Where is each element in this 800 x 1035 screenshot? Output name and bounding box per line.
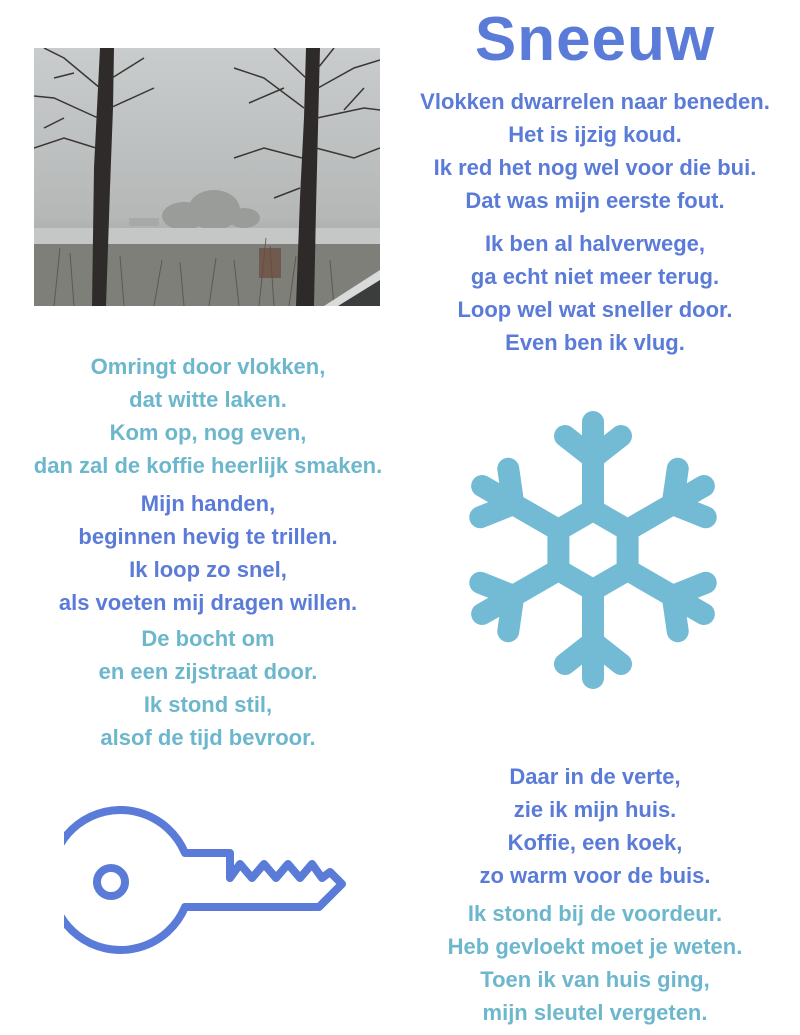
- poem-line: Omringt door vlokken,: [90, 354, 326, 379]
- stanza-1: [390, 85, 800, 217]
- poem-line: Loop wel wat sneller door.: [457, 297, 733, 322]
- poem-line: De bocht om: [141, 626, 275, 651]
- stanza-6: [390, 760, 800, 892]
- poem-line: Ik stond stil,: [143, 692, 273, 717]
- poem-line: Daar in de verte,: [509, 764, 681, 789]
- poem-line: Even ben ik vlug.: [505, 330, 685, 355]
- poem-line: dan zal de koffie heerlijk smaken.: [33, 453, 383, 478]
- stanza-7: [390, 897, 800, 1029]
- poem-line: zo warm voor de buis.: [479, 863, 711, 888]
- poem-line: als voeten mij dragen willen.: [58, 590, 358, 615]
- stanza-3: [0, 350, 416, 482]
- poem-line: Vlokken dwarrelen naar beneden.: [420, 89, 770, 114]
- poem-line: beginnen hevig te trillen.: [78, 524, 338, 549]
- poem-line: Koffie, een koek,: [507, 830, 683, 855]
- poem-line: en een zijstraat door.: [98, 659, 318, 684]
- stanza-4: [0, 487, 416, 619]
- poem-line: alsof de tijd bevroor.: [100, 725, 316, 750]
- stanza-5: [0, 622, 416, 754]
- poem-line: Het is ijzig koud.: [508, 122, 682, 147]
- poem-line: Ik stond bij de voordeur.: [467, 901, 723, 926]
- poem-line: Ik ben al halverwege,: [484, 231, 706, 256]
- stanza-2: [390, 227, 800, 359]
- poem-line: Ik loop zo snel,: [129, 557, 287, 582]
- poem-line: Kom op, nog even,: [109, 420, 307, 445]
- poem-line: Mijn handen,: [140, 491, 276, 516]
- poem-line: mijn sleutel vergeten.: [482, 1000, 708, 1025]
- winter-landscape-photo: [34, 48, 380, 306]
- poem-line: ga echt niet meer terug.: [470, 264, 720, 289]
- snowflake-icon: [464, 405, 722, 695]
- poem-line: Toen ik van huis ging,: [480, 967, 710, 992]
- poem-line: Heb gevloekt moet je weten.: [447, 934, 743, 959]
- poem-line: zie ik mijn huis.: [513, 797, 677, 822]
- poem-line: Dat was mijn eerste fout.: [465, 188, 725, 213]
- poem-line: dat witte laken.: [129, 387, 287, 412]
- poem-line: Ik red het nog wel voor die bui.: [433, 155, 757, 180]
- key-icon: [64, 806, 354, 956]
- poem-title: Sneeuw: [474, 5, 716, 74]
